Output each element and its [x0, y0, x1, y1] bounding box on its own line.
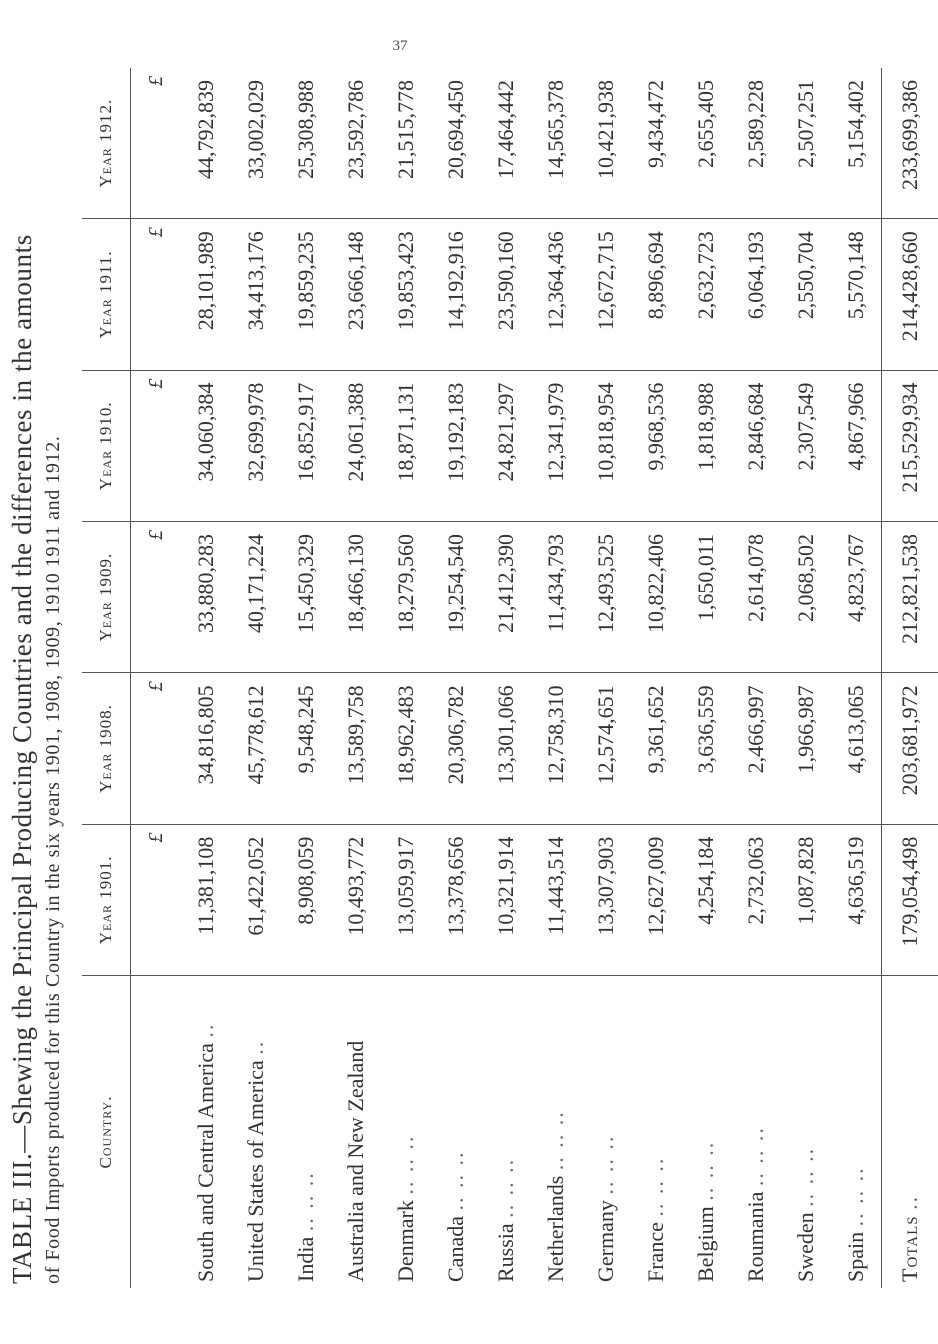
totals-1908: 203,681,972 [882, 673, 938, 824]
unit-symbol: £ [131, 370, 182, 521]
table-row [381, 68, 431, 1288]
value-cell: 18,871,131 [381, 370, 431, 521]
country-cell [431, 976, 481, 1289]
table-row [681, 68, 731, 1288]
value-cell: 23,592,786 [331, 68, 381, 219]
value-cell: 34,413,176 [231, 219, 281, 370]
country-cell [181, 976, 231, 1289]
country-name: Spain [843, 1231, 868, 1282]
country-cell [281, 976, 331, 1289]
value-cell: 4,867,966 [831, 370, 882, 521]
value-cell: 16,852,917 [281, 370, 331, 521]
value-cell: 2,466,997 [731, 673, 781, 824]
value-cell: 19,254,540 [431, 521, 481, 672]
country-cell [231, 976, 281, 1289]
unit-spacer [131, 976, 182, 1289]
totals-row [882, 68, 938, 1288]
totals-1910: 215,529,934 [882, 370, 938, 521]
value-cell: 34,060,384 [181, 370, 231, 521]
table-row [481, 68, 531, 1288]
value-cell: 10,822,406 [631, 521, 681, 672]
country-cell [631, 976, 681, 1289]
value-cell: 8,896,694 [631, 219, 681, 370]
value-cell: 11,443,514 [531, 824, 581, 975]
country-leader: .. .. .. [443, 1150, 468, 1211]
value-cell: 32,699,978 [231, 370, 281, 521]
value-cell: 19,192,183 [431, 370, 481, 521]
country-leader: .. .. .. [393, 1134, 418, 1195]
unit-symbol: £ [131, 521, 182, 672]
country-leader: .. .. .. [493, 1157, 518, 1218]
totals-1901: 179,054,498 [882, 824, 938, 975]
value-cell: 4,823,767 [831, 521, 882, 672]
table-title [6, 84, 68, 1284]
country-name: Denmark [393, 1200, 418, 1282]
country-name: United States of America [243, 1060, 268, 1282]
table-body [181, 68, 882, 1288]
country-name: South and Central America [193, 1043, 218, 1282]
value-cell: 11,381,108 [181, 824, 231, 975]
totals-label: Totals [897, 1215, 922, 1282]
value-cell: 13,378,656 [431, 824, 481, 975]
country-name: Roumania [743, 1191, 768, 1282]
value-cell: 12,364,436 [531, 219, 581, 370]
value-cell: 5,570,148 [831, 219, 882, 370]
value-cell: 33,002,029 [231, 68, 281, 219]
header-year-1911: Year 1911. [82, 219, 131, 370]
value-cell: 18,962,483 [381, 673, 431, 824]
value-cell: 2,589,228 [731, 68, 781, 219]
value-cell: 4,254,184 [681, 824, 731, 975]
header-year-1910: Year 1910. [82, 370, 131, 521]
value-cell: 2,614,078 [731, 521, 781, 672]
value-cell: 23,590,160 [481, 219, 531, 370]
country-cell [831, 976, 882, 1289]
country-cell [331, 976, 381, 1289]
title-line-1: TABLE III.—Shewing the Principal Producing Countries and the differences in the amounts [7, 234, 37, 1284]
value-cell: 13,589,758 [331, 673, 381, 824]
value-cell: 25,308,988 [281, 68, 331, 219]
value-cell: 13,301,066 [481, 673, 531, 824]
value-cell: 12,627,009 [631, 824, 681, 975]
value-cell: 21,412,390 [481, 521, 531, 672]
totals-1911: 214,428,660 [882, 219, 938, 370]
country-leader: .. [243, 1039, 268, 1055]
country-cell [681, 976, 731, 1289]
unit-symbol: £ [131, 673, 182, 824]
country-name: Sweden [793, 1212, 818, 1282]
value-cell: 10,321,914 [481, 824, 531, 975]
value-cell: 24,061,388 [331, 370, 381, 521]
value-cell: 10,818,954 [581, 370, 631, 521]
value-cell: 11,434,793 [531, 521, 581, 672]
value-cell: 1,818,988 [681, 370, 731, 521]
value-cell: 8,908,059 [281, 824, 331, 975]
value-cell: 19,853,423 [381, 219, 431, 370]
value-cell: 2,846,684 [731, 370, 781, 521]
country-cell [531, 976, 581, 1289]
value-cell: 14,192,916 [431, 219, 481, 370]
value-cell: 19,859,235 [281, 219, 331, 370]
country-leader: .. .. .. [793, 1146, 818, 1207]
header-row [82, 68, 131, 1288]
totals-label-cell [882, 976, 938, 1289]
value-cell: 20,694,450 [431, 68, 481, 219]
value-cell: 5,154,402 [831, 68, 882, 219]
country-leader: .. .. .. [743, 1126, 768, 1187]
table-row [781, 68, 831, 1288]
value-cell: 2,068,502 [781, 521, 831, 672]
value-cell: 4,636,519 [831, 824, 882, 975]
value-cell: 1,650,011 [681, 521, 731, 672]
value-cell: 18,279,560 [381, 521, 431, 672]
unit-symbol: £ [131, 68, 182, 219]
value-cell: 12,341,979 [531, 370, 581, 521]
value-cell: 9,361,652 [631, 673, 681, 824]
country-name: India [293, 1236, 318, 1282]
value-cell: 6,064,193 [731, 219, 781, 370]
country-name: Germany [593, 1200, 618, 1282]
table-row [331, 68, 381, 1288]
value-cell: 21,515,778 [381, 68, 431, 219]
table-row [581, 68, 631, 1288]
unit-symbol: £ [131, 824, 182, 975]
table-row [731, 68, 781, 1288]
value-cell: 44,792,839 [181, 68, 231, 219]
value-cell: 17,464,442 [481, 68, 531, 219]
country-name: Canada [443, 1216, 468, 1282]
value-cell: 33,880,283 [181, 521, 231, 672]
header-year-1901: Year 1901. [82, 824, 131, 975]
table-row [431, 68, 481, 1288]
totals-1909: 212,821,538 [882, 521, 938, 672]
value-cell: 45,778,612 [231, 673, 281, 824]
value-cell: 40,171,224 [231, 521, 281, 672]
value-cell: 4,613,065 [831, 673, 882, 824]
value-cell: 2,632,723 [681, 219, 731, 370]
country-leader: .. .. .. [643, 1156, 668, 1217]
value-cell: 1,966,987 [781, 673, 831, 824]
country-leader: .. .. .. [593, 1134, 618, 1195]
country-leader: .. .. .. [693, 1140, 718, 1201]
country-leader: .. .. .. [293, 1171, 318, 1232]
value-cell: 10,421,938 [581, 68, 631, 219]
country-name: Russia [493, 1223, 518, 1282]
page-number: 37 [392, 38, 408, 54]
country-name: Belgium [693, 1206, 718, 1282]
country-cell [381, 976, 431, 1289]
value-cell: 12,574,651 [581, 673, 631, 824]
table-row [231, 68, 281, 1288]
country-cell [731, 976, 781, 1289]
value-cell: 2,307,549 [781, 370, 831, 521]
totals-1912: 233,699,386 [882, 68, 938, 219]
value-cell: 14,565,378 [531, 68, 581, 219]
country-cell [581, 976, 631, 1289]
value-cell: 61,422,052 [231, 824, 281, 975]
value-cell: 2,550,704 [781, 219, 831, 370]
value-cell: 24,821,297 [481, 370, 531, 521]
unit-symbol: £ [131, 219, 182, 370]
header-year-1908: Year 1908. [82, 673, 131, 824]
totals-leader: .. [897, 1194, 922, 1210]
table-row [181, 68, 231, 1288]
value-cell: 13,307,903 [581, 824, 631, 975]
value-cell: 10,493,772 [331, 824, 381, 975]
country-cell [781, 976, 831, 1289]
country-leader: .. .. .. [843, 1166, 868, 1227]
value-cell: 28,101,989 [181, 219, 231, 370]
value-cell: 18,466,130 [331, 521, 381, 672]
value-cell: 12,493,525 [581, 521, 631, 672]
table-row [281, 68, 331, 1288]
country-leader: .. .. .. [543, 1110, 568, 1171]
value-cell: 9,548,245 [281, 673, 331, 824]
value-cell: 1,087,828 [781, 824, 831, 975]
header-country: Country. [96, 1095, 115, 1169]
country-name: Netherlands [543, 1175, 568, 1282]
value-cell: 9,968,536 [631, 370, 681, 521]
value-cell: 12,672,715 [581, 219, 631, 370]
value-cell: 3,636,559 [681, 673, 731, 824]
country-name: Australia and New Zealand [343, 1040, 368, 1282]
unit-row [131, 68, 182, 1288]
value-cell: 23,666,148 [331, 219, 381, 370]
food-imports-table [82, 68, 938, 1288]
value-cell: 13,059,917 [381, 824, 431, 975]
title-line-2: of Food Imports produced for this Country in the six years 1901, 1908, 1909, 1910 1911 and 1912. [42, 435, 64, 1284]
table-row [631, 68, 681, 1288]
header-year-1912: Year 1912. [82, 68, 131, 219]
country-leader: .. [193, 1022, 218, 1038]
table-row [831, 68, 882, 1288]
country-cell [481, 976, 531, 1289]
value-cell: 15,450,329 [281, 521, 331, 672]
value-cell: 2,732,063 [731, 824, 781, 975]
country-name: France [643, 1222, 668, 1282]
header-year-1909: Year 1909. [82, 521, 131, 672]
table-row [531, 68, 581, 1288]
value-cell: 2,507,251 [781, 68, 831, 219]
value-cell: 12,758,310 [531, 673, 581, 824]
value-cell: 34,816,805 [181, 673, 231, 824]
value-cell: 20,306,782 [431, 673, 481, 824]
value-cell: 9,434,472 [631, 68, 681, 219]
value-cell: 2,655,405 [681, 68, 731, 219]
